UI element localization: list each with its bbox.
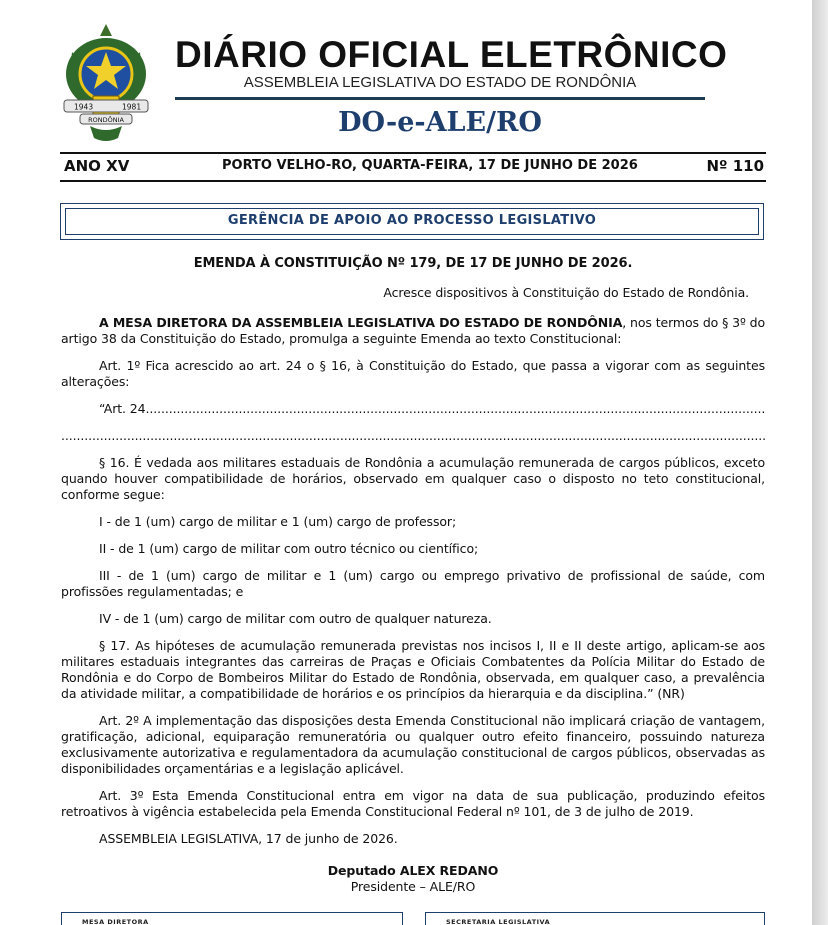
paragraph-16: § 16. É vedada aos militares estaduais de Rondônia a acumulação remunerada de cargos públicos, exceto quando houver compatibilidade de horários, observado em qualquer caso o disposto no teto constitucional, conforme segue: [61,455,765,502]
preamble-rest: , nos termos do § 3º do artigo 38 da Constituição do Estado, promulga a seguinte Emenda ao texto Constitucional: [61,315,765,346]
gazette-subtitle: ASSEMBLEIA LEGISLATIVA DO ESTADO DE RONDÔNIA [243,74,637,91]
signer-name-text: Deputado ALEX REDANO [327,863,499,878]
section-title: GERÊNCIA DE APOIO AO PROCESSO LEGISLATIVO [65,208,759,235]
footer-box-left [61,912,403,925]
dateline-top-rule [60,152,766,154]
coat-of-arms-icon [60,22,152,146]
gazette-title: DIÁRIO OFICIAL ELETRÔNICO [175,34,728,75]
edition-year: ANO XV [64,157,130,175]
item-iii: III - de 1 (um) cargo de militar e 1 (um) cargo ou emprego privativo de profissional de saúde, com profissões regulamentadas; e [61,568,765,599]
signer-role: Presidente – ALE/RO [350,879,476,894]
dateline [64,157,764,177]
item-i: I - de 1 (um) cargo de militar e 1 (um) cargo de professor; [99,514,457,529]
item-iv: IV - de 1 (um) cargo de militar com outro de qualquer natureza. [99,611,492,626]
coat-year-right: 1981 [122,102,142,112]
article-3: Art. 3º Esta Emenda Constitucional entra em vigor na data de sua publicação, produzindo efeitos retroativos à vigência estabelecida pela Emenda Constitucional Federal nº 101, de 3 de julho de 2019. [61,788,765,819]
dateline-bottom-rule [60,180,766,182]
document-title: EMENDA À CONSTITUIÇÃO Nº 179, DE 17 DE JUNHO DE 2026. [193,256,633,271]
signer-name [61,863,765,879]
article-24-open: “Art. 24. [99,401,150,416]
coat-name: RONDÔNIA [88,116,124,124]
edition-number: Nº 110 [706,157,764,175]
gazette-abbreviation: DO-e-ALE/RO [338,107,542,138]
omitted-text-line [61,428,765,444]
footer-box-right [425,912,765,925]
item-ii: II - de 1 (um) cargo de militar com outro técnico ou científico; [99,541,479,556]
dot-leader [61,428,765,444]
coat-year-left: 1943 [74,102,94,112]
paragraph-17: § 17. As hipóteses de acumulação remunerada previstas nos incisos I, II e II deste artigo, aplicam-se aos militares estaduais integrantes das carreiras de Praças e Oficiais Combatentes da Polícia Militar do Estado de Rondônia e do Corpo de Bombeiros Militar do Estado de Rondônia, observada, em qualquer caso, a prevalência da atividade militar, a compatibilidade de horários e os princípios da hierarquia e da disciplina.” (NR) [61,638,765,701]
place-date: PORTO VELHO-RO, QUARTA-FEIRA, 17 DE JUNHO DE 2026 [222,158,638,173]
closing-line: ASSEMBLEIA LEGISLATIVA, 17 de junho de 2026. [99,831,398,846]
footer-right-label: SECRETARIA LEGISLATIVA [446,918,551,925]
preamble-bold: A MESA DIRETORA DA ASSEMBLEIA LEGISLATIVA DO ESTADO DE RONDÔNIA [99,315,623,330]
section-header-box [60,203,764,240]
document-body [61,256,765,895]
article-24-line [61,401,765,417]
document-ementa: Acresce dispositivos à Constituição do Estado de Rondônia. [383,285,749,300]
page-edge-shadow [812,0,828,925]
masthead-divider [175,97,705,100]
footer-left-label: MESA DIRETORA [82,918,149,925]
article-2: Art. 2º A implementação das disposições desta Emenda Constitucional não implicará criação de vantagem, gratificação, adicional, equiparação remuneratória ou qualquer outro efeito financeiro, possuindo natureza exclusivamente autorizativa e regulamentadora da acumulação constitucional de cargos públicos, observadas as disponibilidades orçamentárias e a legislação aplicável. [61,713,765,776]
dot-leader [149,401,765,417]
preamble [61,315,765,347]
article-1: Art. 1º Fica acrescido ao art. 24 o § 16, à Constituição do Estado, que passa a vigorar com as seguintes alterações: [61,358,765,389]
